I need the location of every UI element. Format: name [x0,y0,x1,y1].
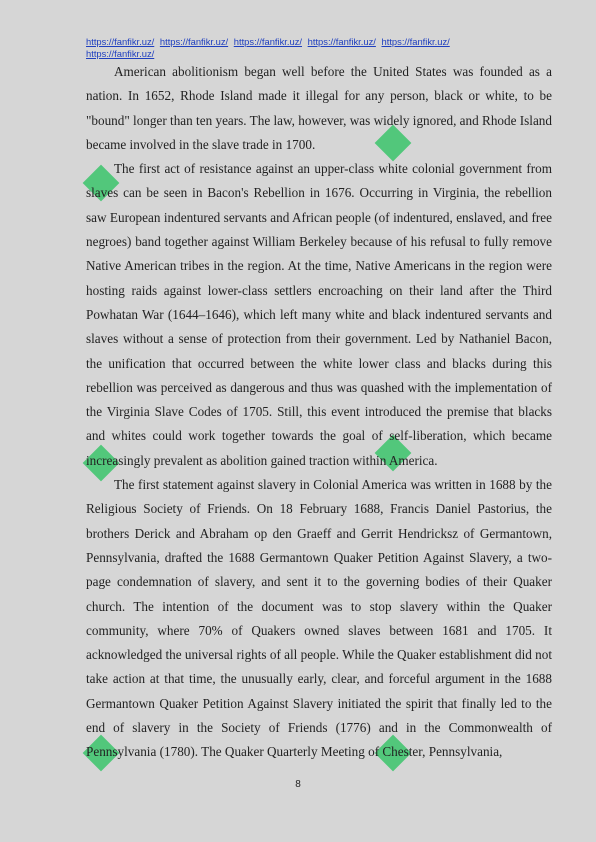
header-link[interactable]: https://fanfikr.uz/ [381,36,450,47]
header-link[interactable]: https://fanfikr.uz/ [86,36,155,47]
header-link[interactable]: https://fanfikr.uz/ [307,36,376,47]
header-link[interactable]: https://fanfikr.uz/ [86,48,155,59]
header-link[interactable]: https://fanfikr.uz/ [159,36,229,47]
body-text [86,60,552,765]
paragraph: The first act of resistance against an upper-class white colonial government from slaves can be seen in Bacon's Rebellion in 1676. Occurring in Virginia, the rebellion saw European indentured servants and African people (of indentured, enslaved, and free negroes) band together against William Berkeley because of his refusal to fully remove Native American tribes in the region. At the time, Native Americans in the region were hosting raids against lower-class settlers encroaching on their land after the Third Powhatan War (1644–1646), which left many white and black indentured servants and slaves without a sense of protection from their government. Led by Nathaniel Bacon, the unification that occurred between the white lower class and blacks during this rebellion was perceived as dangerous and thus was quashed with the implementation of the Virginia Slave Codes of 1705. Still, this event introduced the premise that blacks and whites could work together towards the goal of self-liberation, which became increasingly prevalent as abolition gained traction within America. [86,161,552,468]
header-links [86,36,526,60]
header-link[interactable]: https://fanfikr.uz/ [233,36,303,47]
paragraph: American abolitionism began well before the United States was founded as a nation. In 1652, Rhode Island made it illegal for any person, black or white, to be "bound" longer than ten years. The law, however, was widely ignored, and Rhode Island became involved in the slave trade in 1700. [86,64,552,152]
page-number: 8 [295,779,301,790]
paragraph: The first statement against slavery in Colonial America was written in 1688 by the Religious Society of Friends. On 18 February 1688, Francis Daniel Pastorius, the brothers Derick and Abraham op den Graeff and Gerrit Hendricksz of Germantown, Pennsylvania, drafted the 1688 Germantown Quaker Petition Against Slavery, a two-page condemnation of slavery, and sent it to the governing bodies of their Quaker church. The intention of the document was to stop slavery within the Quaker community, where 70% of Quakers owned slaves between 1681 and 1705. It acknowledged the universal rights of all people. While the Quaker establishment did not take action at that time, the unusually early, clear, and forceful argument in the 1688 Germantown Quaker Petition Against Slavery initiated the spirit that finally led to the end of slavery in the Society of Friends (1776) and in the Commonwealth of Pennsylvania (1780). The Quaker Quarterly Meeting of Chester, Pennsylvania, [86,477,552,760]
